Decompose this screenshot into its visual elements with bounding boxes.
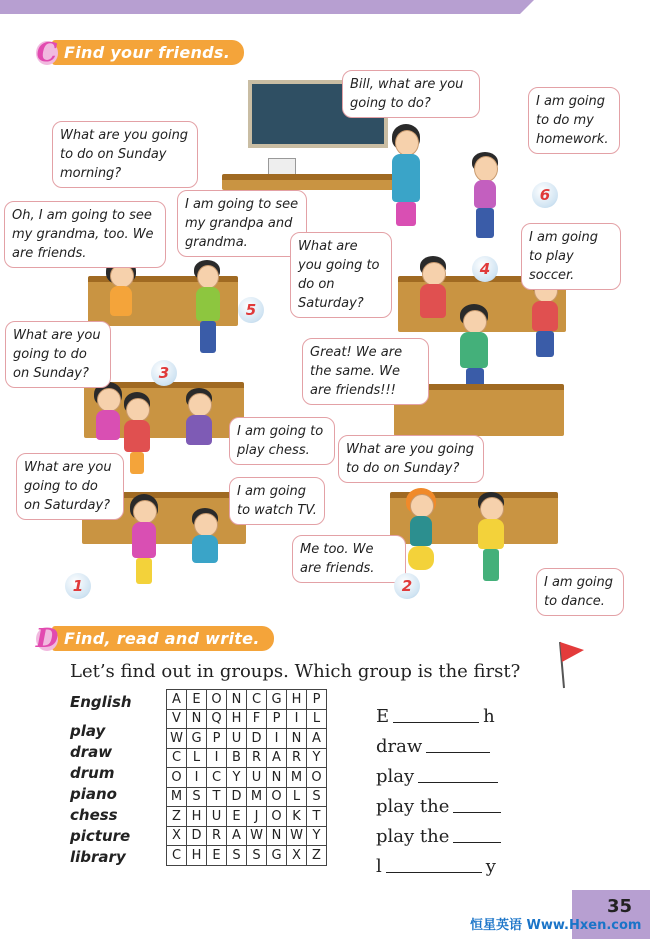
group-number-badge: 2 <box>394 573 420 599</box>
grid-letter-cell: I <box>287 709 307 729</box>
speech-bubble: Me too. We are friends. <box>292 535 406 583</box>
word-item: picture <box>70 827 131 845</box>
grid-letter-cell: L <box>307 709 327 729</box>
fill-in-row <box>376 697 505 727</box>
grid-letter-cell: O <box>307 768 327 788</box>
grid-letter-cell: H <box>187 807 207 827</box>
word-item: drum <box>70 764 115 782</box>
speech-bubble: I am going to watch TV. <box>229 477 325 525</box>
grid-letter-cell: N <box>227 690 247 710</box>
grid-letter-cell: Z <box>167 807 187 827</box>
word-item: draw <box>70 743 113 761</box>
fill-in-row <box>376 847 505 877</box>
answer-blank[interactable] <box>393 721 479 723</box>
grid-letter-cell: S <box>187 787 207 807</box>
grid-row <box>167 787 327 807</box>
grid-letter-cell: G <box>267 690 287 710</box>
grid-letter-cell: Q <box>207 709 227 729</box>
grid-letter-cell: N <box>187 709 207 729</box>
grid-letter-cell: I <box>187 768 207 788</box>
grid-letter-cell: K <box>287 807 307 827</box>
speech-bubble: What are you going to do on Saturday? <box>290 232 392 318</box>
speech-bubble: What are you going to do on Sunday? <box>5 321 111 388</box>
speech-bubble: I am going to dance. <box>536 568 624 616</box>
grid-letter-cell: A <box>167 690 187 710</box>
speech-bubble: I am going to play soccer. <box>521 223 621 290</box>
fill-in-row <box>376 817 505 847</box>
grid-letter-cell: I <box>207 748 227 768</box>
grid-letter-cell: P <box>307 690 327 710</box>
group-number-badge: 6 <box>532 182 558 208</box>
fill-in-blanks <box>376 697 505 877</box>
group-number-badge: 3 <box>151 360 177 386</box>
grid-letter-cell: E <box>187 690 207 710</box>
fill-in-prefix: E <box>376 706 390 727</box>
grid-letter-cell: S <box>247 846 267 866</box>
answer-blank[interactable] <box>453 841 501 843</box>
grid-letter-cell: E <box>207 846 227 866</box>
fill-in-row <box>376 757 505 787</box>
section-d-title: Find, read and write. <box>52 626 274 651</box>
word-item: play <box>70 722 106 740</box>
word-item: chess <box>70 806 118 824</box>
section-c-letter: C <box>36 37 58 68</box>
grid-letter-cell: W <box>287 826 307 846</box>
fill-in-suffix: h <box>483 706 495 727</box>
grid-letter-cell: L <box>287 787 307 807</box>
grid-letter-cell: V <box>167 709 187 729</box>
grid-letter-cell: L <box>187 748 207 768</box>
section-c-title: Find your friends. <box>52 40 244 65</box>
instruction-text: Let’s find out in groups. Which group is the first? <box>70 661 521 682</box>
grid-letter-cell: O <box>207 690 227 710</box>
grid-letter-cell: O <box>167 768 187 788</box>
grid-letter-cell: R <box>287 748 307 768</box>
speech-bubble: I am going to see my grandpa and grandma. <box>177 190 307 257</box>
grid-letter-cell: Z <box>307 846 327 866</box>
grid-row <box>167 748 327 768</box>
section-d-header <box>35 623 274 654</box>
grid-letter-cell: A <box>267 748 287 768</box>
flag-icon <box>556 640 586 690</box>
grid-row <box>167 709 327 729</box>
word-item: library <box>70 848 126 866</box>
fill-in-row <box>376 787 505 817</box>
grid-letter-cell: T <box>307 807 327 827</box>
teacher-desk <box>222 174 412 190</box>
grid-row <box>167 807 327 827</box>
grid-letter-cell: U <box>247 768 267 788</box>
grid-letter-cell: T <box>207 787 227 807</box>
grid-letter-cell: G <box>187 729 207 749</box>
grid-row <box>167 846 327 866</box>
grid-letter-cell: M <box>287 768 307 788</box>
fill-in-row <box>376 727 505 757</box>
grid-letter-cell: H <box>287 690 307 710</box>
word-search-grid <box>166 689 327 866</box>
grid-row <box>167 826 327 846</box>
grid-row <box>167 690 327 710</box>
grid-letter-cell: G <box>267 846 287 866</box>
answer-blank[interactable] <box>426 751 490 753</box>
group-number-badge: 4 <box>472 256 498 282</box>
grid-letter-cell: W <box>247 826 267 846</box>
grid-letter-cell: O <box>267 787 287 807</box>
grid-letter-cell: C <box>207 768 227 788</box>
fill-in-suffix: y <box>485 856 496 877</box>
grid-letter-cell: B <box>227 748 247 768</box>
grid-letter-cell: N <box>287 729 307 749</box>
speech-bubble: Oh, I am going to see my grandma, too. We are friends. <box>4 201 166 268</box>
section-c-header <box>36 37 244 68</box>
grid-row <box>167 768 327 788</box>
grid-letter-cell: C <box>167 748 187 768</box>
grid-letter-cell: O <box>267 807 287 827</box>
grid-letter-cell: R <box>207 826 227 846</box>
speech-bubble: I am going to do my homework. <box>528 87 620 154</box>
word-item: piano <box>70 785 117 803</box>
fill-in-prefix: draw <box>376 736 423 757</box>
speech-bubble: What are you going to do on Sunday? <box>338 435 484 483</box>
grid-letter-cell: C <box>167 846 187 866</box>
grid-letter-cell: R <box>247 748 267 768</box>
speech-bubble: Bill, what are you going to do? <box>342 70 480 118</box>
grid-letter-cell: N <box>267 826 287 846</box>
section-d-letter: D <box>35 623 59 654</box>
speech-bubble: I am going to play chess. <box>229 417 335 465</box>
speech-bubble: Great! We are the same. We are friends!!! <box>302 338 429 405</box>
grid-letter-cell: N <box>267 768 287 788</box>
grid-letter-cell: I <box>267 729 287 749</box>
speech-bubble: What are you going to do on Saturday? <box>16 453 124 520</box>
grid-letter-cell: X <box>167 826 187 846</box>
grid-letter-cell: Y <box>307 748 327 768</box>
grid-letter-cell: M <box>167 787 187 807</box>
group-number-badge: 1 <box>65 573 91 599</box>
grid-letter-cell: A <box>227 826 247 846</box>
fill-in-prefix: play the <box>376 826 450 847</box>
grid-letter-cell: U <box>227 729 247 749</box>
grid-letter-cell: D <box>227 787 247 807</box>
answer-blank[interactable] <box>386 871 482 873</box>
speech-bubble: What are you going to do on Sunday morning? <box>52 121 198 188</box>
grid-letter-cell: D <box>247 729 267 749</box>
grid-letter-cell: P <box>207 729 227 749</box>
grid-letter-cell: H <box>187 846 207 866</box>
grid-letter-cell: Y <box>307 826 327 846</box>
grid-letter-cell: J <box>247 807 267 827</box>
grid-letter-cell: E <box>227 807 247 827</box>
group-number-badge: 5 <box>238 297 264 323</box>
page-number: 35 <box>606 896 632 917</box>
grid-letter-cell: A <box>307 729 327 749</box>
grid-letter-cell: M <box>247 787 267 807</box>
grid-letter-cell: D <box>187 826 207 846</box>
grid-letter-cell: Y <box>227 768 247 788</box>
grid-letter-cell: F <box>247 709 267 729</box>
grid-letter-cell: X <box>287 846 307 866</box>
top-color-band <box>0 0 520 14</box>
grid-letter-cell: P <box>267 709 287 729</box>
grid-letter-cell: S <box>307 787 327 807</box>
grid-row <box>167 729 327 749</box>
fill-in-prefix: play <box>376 766 415 787</box>
grid-letter-cell: U <box>207 807 227 827</box>
fill-in-prefix: l <box>376 856 382 877</box>
answer-blank[interactable] <box>453 811 501 813</box>
word-list <box>70 692 132 868</box>
watermark-text: 恒星英语 Www.Hxen.com <box>470 918 642 933</box>
grid-letter-cell: C <box>247 690 267 710</box>
answer-blank[interactable] <box>418 781 498 783</box>
word-item: English <box>70 693 132 711</box>
grid-letter-cell: H <box>227 709 247 729</box>
grid-letter-cell: S <box>227 846 247 866</box>
fill-in-prefix: play the <box>376 796 450 817</box>
grid-letter-cell: W <box>167 729 187 749</box>
